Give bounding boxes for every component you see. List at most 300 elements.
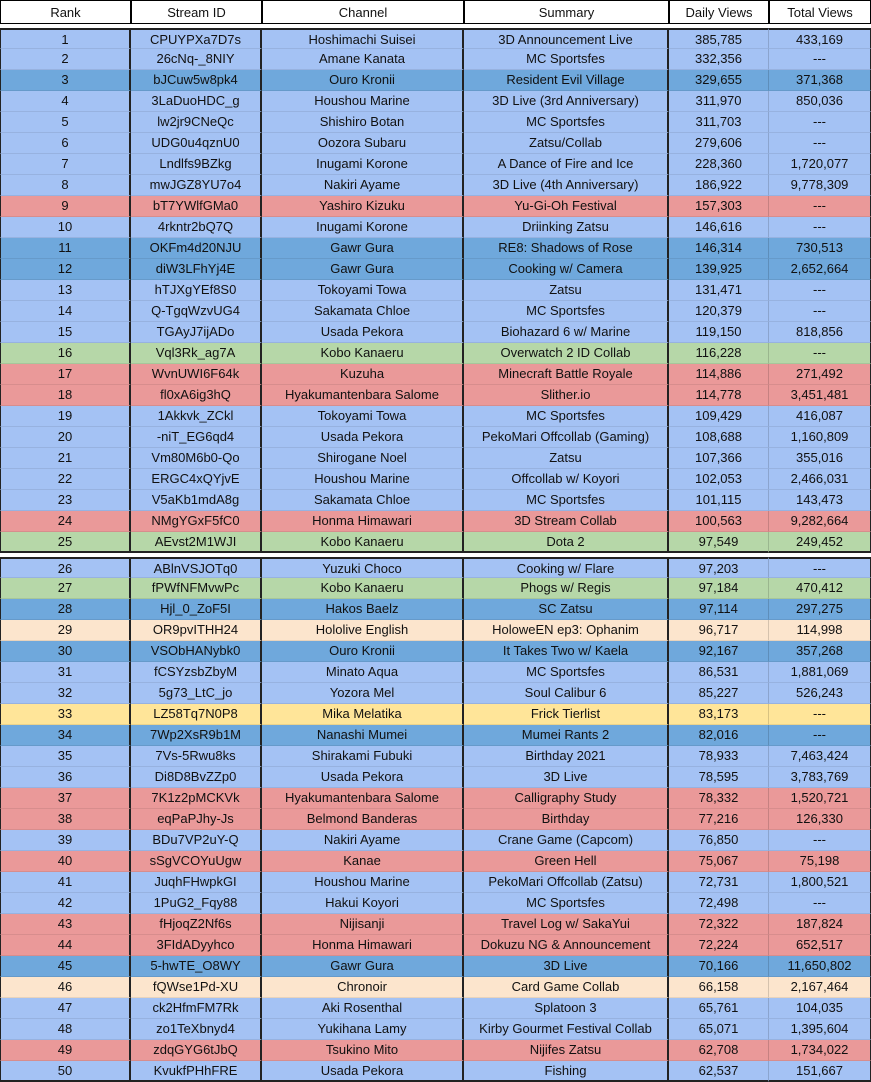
total-views-cell[interactable]: 104,035: [769, 998, 871, 1019]
rank-cell[interactable]: 27: [0, 578, 131, 599]
rank-cell[interactable]: 13: [0, 280, 131, 301]
stream-id-cell[interactable]: 1Akkvk_ZCkl: [131, 406, 262, 427]
daily-views-cell[interactable]: 100,563: [669, 511, 769, 532]
rank-cell[interactable]: 37: [0, 788, 131, 809]
summary-cell[interactable]: Green Hell: [464, 851, 669, 872]
stream-id-cell[interactable]: LZ58Tq7N0P8: [131, 704, 262, 725]
daily-views-cell[interactable]: 102,053: [669, 469, 769, 490]
rank-cell[interactable]: 2: [0, 49, 131, 70]
summary-cell[interactable]: Phogs w/ Regis: [464, 578, 669, 599]
stream-id-cell[interactable]: 7K1z2pMCKVk: [131, 788, 262, 809]
channel-cell[interactable]: Shirakami Fubuki: [262, 746, 464, 767]
summary-cell[interactable]: MC Sportsfes: [464, 490, 669, 511]
summary-cell[interactable]: MC Sportsfes: [464, 301, 669, 322]
daily-views-cell[interactable]: 62,537: [669, 1061, 769, 1082]
stream-id-cell[interactable]: OR9pvITHH24: [131, 620, 262, 641]
total-views-cell[interactable]: 271,492: [769, 364, 871, 385]
summary-cell[interactable]: RE8: Shadows of Rose: [464, 238, 669, 259]
header-rank[interactable]: Rank: [0, 0, 131, 24]
stream-id-cell[interactable]: WvnUWI6F64k: [131, 364, 262, 385]
stream-id-cell[interactable]: sSgVCOYuUgw: [131, 851, 262, 872]
summary-cell[interactable]: Yu-Gi-Oh Festival: [464, 196, 669, 217]
daily-views-cell[interactable]: 139,925: [669, 259, 769, 280]
total-views-cell[interactable]: 2,466,031: [769, 469, 871, 490]
total-views-cell[interactable]: 850,036: [769, 91, 871, 112]
rank-cell[interactable]: 21: [0, 448, 131, 469]
stream-id-cell[interactable]: bJCuw5w8pk4: [131, 70, 262, 91]
daily-views-cell[interactable]: 186,922: [669, 175, 769, 196]
summary-cell[interactable]: Travel Log w/ SakaYui: [464, 914, 669, 935]
stream-id-cell[interactable]: 1PuG2_Fqy88: [131, 893, 262, 914]
rank-cell[interactable]: 39: [0, 830, 131, 851]
summary-cell[interactable]: Biohazard 6 w/ Marine: [464, 322, 669, 343]
rank-cell[interactable]: 22: [0, 469, 131, 490]
stream-id-cell[interactable]: ERGC4xQYjvE: [131, 469, 262, 490]
total-views-cell[interactable]: 9,778,309: [769, 175, 871, 196]
daily-views-cell[interactable]: 157,303: [669, 196, 769, 217]
summary-cell[interactable]: Card Game Collab: [464, 977, 669, 998]
rank-cell[interactable]: 33: [0, 704, 131, 725]
daily-views-cell[interactable]: 116,228: [669, 343, 769, 364]
stream-id-cell[interactable]: 5g73_LtC_jo: [131, 683, 262, 704]
summary-cell[interactable]: 3D Announcement Live: [464, 28, 669, 49]
channel-cell[interactable]: Oozora Subaru: [262, 133, 464, 154]
rank-cell[interactable]: 24: [0, 511, 131, 532]
total-views-cell[interactable]: 1,720,077: [769, 154, 871, 175]
channel-cell[interactable]: Yozora Mel: [262, 683, 464, 704]
stream-id-cell[interactable]: fHjoqZ2Nf6s: [131, 914, 262, 935]
total-views-cell[interactable]: 11,650,802: [769, 956, 871, 977]
stream-id-cell[interactable]: V5aKb1mdA8g: [131, 490, 262, 511]
summary-cell[interactable]: MC Sportsfes: [464, 662, 669, 683]
channel-cell[interactable]: Gawr Gura: [262, 238, 464, 259]
rank-cell[interactable]: 1: [0, 28, 131, 49]
summary-cell[interactable]: PekoMari Offcollab (Zatsu): [464, 872, 669, 893]
summary-cell[interactable]: Birthday: [464, 809, 669, 830]
daily-views-cell[interactable]: 78,332: [669, 788, 769, 809]
daily-views-cell[interactable]: 311,970: [669, 91, 769, 112]
channel-cell[interactable]: Usada Pekora: [262, 427, 464, 448]
total-views-cell[interactable]: 416,087: [769, 406, 871, 427]
rank-cell[interactable]: 5: [0, 112, 131, 133]
total-views-cell[interactable]: 433,169: [769, 28, 871, 49]
channel-cell[interactable]: Nakiri Ayame: [262, 830, 464, 851]
stream-id-cell[interactable]: 3LaDuoHDC_g: [131, 91, 262, 112]
stream-id-cell[interactable]: zdqGYG6tJbQ: [131, 1040, 262, 1061]
summary-cell[interactable]: HoloweEN ep3: Ophanim: [464, 620, 669, 641]
total-views-cell[interactable]: ---: [769, 49, 871, 70]
rank-cell[interactable]: 12: [0, 259, 131, 280]
stream-id-cell[interactable]: 4rkntr2bQ7Q: [131, 217, 262, 238]
daily-views-cell[interactable]: 385,785: [669, 28, 769, 49]
total-views-cell[interactable]: 151,667: [769, 1061, 871, 1082]
rank-cell[interactable]: 6: [0, 133, 131, 154]
rank-cell[interactable]: 10: [0, 217, 131, 238]
daily-views-cell[interactable]: 76,850: [669, 830, 769, 851]
channel-cell[interactable]: Yashiro Kizuku: [262, 196, 464, 217]
total-views-cell[interactable]: 187,824: [769, 914, 871, 935]
summary-cell[interactable]: PekoMari Offcollab (Gaming): [464, 427, 669, 448]
stream-id-cell[interactable]: hTJXgYEf8S0: [131, 280, 262, 301]
channel-cell[interactable]: Sakamata Chloe: [262, 490, 464, 511]
channel-cell[interactable]: Shishiro Botan: [262, 112, 464, 133]
total-views-cell[interactable]: ---: [769, 343, 871, 364]
channel-cell[interactable]: Hololive English: [262, 620, 464, 641]
total-views-cell[interactable]: 3,451,481: [769, 385, 871, 406]
stream-id-cell[interactable]: Q-TgqWzvUG4: [131, 301, 262, 322]
stream-id-cell[interactable]: 5-hwTE_O8WY: [131, 956, 262, 977]
summary-cell[interactable]: Driinking Zatsu: [464, 217, 669, 238]
channel-cell[interactable]: Kobo Kanaeru: [262, 578, 464, 599]
stream-id-cell[interactable]: 7Wp2XsR9b1M: [131, 725, 262, 746]
daily-views-cell[interactable]: 65,761: [669, 998, 769, 1019]
channel-cell[interactable]: Kuzuha: [262, 364, 464, 385]
rank-cell[interactable]: 17: [0, 364, 131, 385]
rank-cell[interactable]: 34: [0, 725, 131, 746]
rank-cell[interactable]: 15: [0, 322, 131, 343]
summary-cell[interactable]: 3D Live (4th Anniversary): [464, 175, 669, 196]
rank-cell[interactable]: 48: [0, 1019, 131, 1040]
summary-cell[interactable]: Mumei Rants 2: [464, 725, 669, 746]
stream-id-cell[interactable]: 26cNq-_8NIY: [131, 49, 262, 70]
channel-cell[interactable]: Chronoir: [262, 977, 464, 998]
daily-views-cell[interactable]: 78,933: [669, 746, 769, 767]
daily-views-cell[interactable]: 332,356: [669, 49, 769, 70]
stream-id-cell[interactable]: fl0xA6ig3hQ: [131, 385, 262, 406]
stream-id-cell[interactable]: fCSYzsbZbyM: [131, 662, 262, 683]
total-views-cell[interactable]: 1,160,809: [769, 427, 871, 448]
channel-cell[interactable]: Ouro Kronii: [262, 641, 464, 662]
summary-cell[interactable]: Nijifes Zatsu: [464, 1040, 669, 1061]
summary-cell[interactable]: MC Sportsfes: [464, 112, 669, 133]
total-views-cell[interactable]: ---: [769, 557, 871, 578]
channel-cell[interactable]: Hyakumantenbara Salome: [262, 385, 464, 406]
summary-cell[interactable]: Frick Tierlist: [464, 704, 669, 725]
summary-cell[interactable]: Fishing: [464, 1061, 669, 1082]
channel-cell[interactable]: Tokoyami Towa: [262, 406, 464, 427]
daily-views-cell[interactable]: 97,549: [669, 532, 769, 553]
channel-cell[interactable]: Gawr Gura: [262, 956, 464, 977]
stream-id-cell[interactable]: zo1TeXbnyd4: [131, 1019, 262, 1040]
rank-cell[interactable]: 29: [0, 620, 131, 641]
summary-cell[interactable]: Zatsu: [464, 448, 669, 469]
stream-id-cell[interactable]: fQWse1Pd-XU: [131, 977, 262, 998]
daily-views-cell[interactable]: 75,067: [669, 851, 769, 872]
daily-views-cell[interactable]: 72,224: [669, 935, 769, 956]
rank-cell[interactable]: 50: [0, 1061, 131, 1082]
rank-cell[interactable]: 7: [0, 154, 131, 175]
rank-cell[interactable]: 45: [0, 956, 131, 977]
rank-cell[interactable]: 25: [0, 532, 131, 553]
daily-views-cell[interactable]: 146,616: [669, 217, 769, 238]
daily-views-cell[interactable]: 85,227: [669, 683, 769, 704]
stream-id-cell[interactable]: Lndlfs9BZkg: [131, 154, 262, 175]
summary-cell[interactable]: Zatsu/Collab: [464, 133, 669, 154]
daily-views-cell[interactable]: 96,717: [669, 620, 769, 641]
channel-cell[interactable]: Honma Himawari: [262, 511, 464, 532]
total-views-cell[interactable]: 7,463,424: [769, 746, 871, 767]
rank-cell[interactable]: 11: [0, 238, 131, 259]
daily-views-cell[interactable]: 82,016: [669, 725, 769, 746]
rank-cell[interactable]: 36: [0, 767, 131, 788]
summary-cell[interactable]: Zatsu: [464, 280, 669, 301]
stream-id-cell[interactable]: mwJGZ8YU7o4: [131, 175, 262, 196]
total-views-cell[interactable]: 730,513: [769, 238, 871, 259]
daily-views-cell[interactable]: 72,498: [669, 893, 769, 914]
daily-views-cell[interactable]: 86,531: [669, 662, 769, 683]
daily-views-cell[interactable]: 83,173: [669, 704, 769, 725]
channel-cell[interactable]: Houshou Marine: [262, 872, 464, 893]
channel-cell[interactable]: Shirogane Noel: [262, 448, 464, 469]
summary-cell[interactable]: MC Sportsfes: [464, 893, 669, 914]
daily-views-cell[interactable]: 108,688: [669, 427, 769, 448]
summary-cell[interactable]: Resident Evil Village: [464, 70, 669, 91]
channel-cell[interactable]: Ouro Kronii: [262, 70, 464, 91]
total-views-cell[interactable]: 355,016: [769, 448, 871, 469]
stream-id-cell[interactable]: KvukfPHhFRE: [131, 1061, 262, 1082]
summary-cell[interactable]: MC Sportsfes: [464, 406, 669, 427]
summary-cell[interactable]: MC Sportsfes: [464, 49, 669, 70]
total-views-cell[interactable]: 2,167,464: [769, 977, 871, 998]
rank-cell[interactable]: 14: [0, 301, 131, 322]
channel-cell[interactable]: Hakui Koyori: [262, 893, 464, 914]
daily-views-cell[interactable]: 77,216: [669, 809, 769, 830]
summary-cell[interactable]: Cooking w/ Camera: [464, 259, 669, 280]
summary-cell[interactable]: A Dance of Fire and Ice: [464, 154, 669, 175]
total-views-cell[interactable]: 818,856: [769, 322, 871, 343]
daily-views-cell[interactable]: 329,655: [669, 70, 769, 91]
stream-id-cell[interactable]: UDG0u4qznU0: [131, 133, 262, 154]
total-views-cell[interactable]: 297,275: [769, 599, 871, 620]
daily-views-cell[interactable]: 120,379: [669, 301, 769, 322]
rank-cell[interactable]: 9: [0, 196, 131, 217]
daily-views-cell[interactable]: 65,071: [669, 1019, 769, 1040]
total-views-cell[interactable]: ---: [769, 280, 871, 301]
daily-views-cell[interactable]: 97,203: [669, 557, 769, 578]
summary-cell[interactable]: Dota 2: [464, 532, 669, 553]
daily-views-cell[interactable]: 78,595: [669, 767, 769, 788]
rank-cell[interactable]: 41: [0, 872, 131, 893]
channel-cell[interactable]: Usada Pekora: [262, 767, 464, 788]
daily-views-cell[interactable]: 114,778: [669, 385, 769, 406]
stream-id-cell[interactable]: lw2jr9CNeQc: [131, 112, 262, 133]
total-views-cell[interactable]: 470,412: [769, 578, 871, 599]
daily-views-cell[interactable]: 311,703: [669, 112, 769, 133]
channel-cell[interactable]: Hakos Baelz: [262, 599, 464, 620]
rank-cell[interactable]: 32: [0, 683, 131, 704]
total-views-cell[interactable]: 652,517: [769, 935, 871, 956]
summary-cell[interactable]: Slither.io: [464, 385, 669, 406]
total-views-cell[interactable]: 1,734,022: [769, 1040, 871, 1061]
total-views-cell[interactable]: ---: [769, 196, 871, 217]
stream-id-cell[interactable]: JuqhFHwpkGI: [131, 872, 262, 893]
stream-id-cell[interactable]: TGAyJ7ijADo: [131, 322, 262, 343]
channel-cell[interactable]: Yuzuki Choco: [262, 557, 464, 578]
channel-cell[interactable]: Nanashi Mumei: [262, 725, 464, 746]
total-views-cell[interactable]: ---: [769, 893, 871, 914]
total-views-cell[interactable]: 1,800,521: [769, 872, 871, 893]
channel-cell[interactable]: Honma Himawari: [262, 935, 464, 956]
channel-cell[interactable]: Aki Rosenthal: [262, 998, 464, 1019]
total-views-cell[interactable]: ---: [769, 301, 871, 322]
summary-cell[interactable]: Splatoon 3: [464, 998, 669, 1019]
stream-id-cell[interactable]: Hjl_0_ZoF5I: [131, 599, 262, 620]
channel-cell[interactable]: Kobo Kanaeru: [262, 532, 464, 553]
stream-id-cell[interactable]: Vql3Rk_ag7A: [131, 343, 262, 364]
channel-cell[interactable]: Kobo Kanaeru: [262, 343, 464, 364]
total-views-cell[interactable]: 126,330: [769, 809, 871, 830]
channel-cell[interactable]: Nijisanji: [262, 914, 464, 935]
total-views-cell[interactable]: 3,783,769: [769, 767, 871, 788]
channel-cell[interactable]: Houshou Marine: [262, 469, 464, 490]
total-views-cell[interactable]: 9,282,664: [769, 511, 871, 532]
summary-cell[interactable]: Crane Game (Capcom): [464, 830, 669, 851]
channel-cell[interactable]: Usada Pekora: [262, 322, 464, 343]
total-views-cell[interactable]: 2,652,664: [769, 259, 871, 280]
daily-views-cell[interactable]: 97,114: [669, 599, 769, 620]
channel-cell[interactable]: Kanae: [262, 851, 464, 872]
summary-cell[interactable]: Minecraft Battle Royale: [464, 364, 669, 385]
daily-views-cell[interactable]: 146,314: [669, 238, 769, 259]
stream-id-cell[interactable]: 7Vs-5Rwu8ks: [131, 746, 262, 767]
rank-cell[interactable]: 35: [0, 746, 131, 767]
rank-cell[interactable]: 44: [0, 935, 131, 956]
summary-cell[interactable]: Overwatch 2 ID Collab: [464, 343, 669, 364]
daily-views-cell[interactable]: 101,115: [669, 490, 769, 511]
daily-views-cell[interactable]: 228,360: [669, 154, 769, 175]
summary-cell[interactable]: Soul Calibur 6: [464, 683, 669, 704]
daily-views-cell[interactable]: 62,708: [669, 1040, 769, 1061]
total-views-cell[interactable]: 357,268: [769, 641, 871, 662]
rank-cell[interactable]: 19: [0, 406, 131, 427]
daily-views-cell[interactable]: 109,429: [669, 406, 769, 427]
header-daily-views[interactable]: Daily Views: [669, 0, 769, 24]
stream-id-cell[interactable]: diW3LFhYj4E: [131, 259, 262, 280]
stream-id-cell[interactable]: CPUYPXa7D7s: [131, 28, 262, 49]
total-views-cell[interactable]: 371,368: [769, 70, 871, 91]
header-total-views[interactable]: Total Views: [769, 0, 871, 24]
rank-cell[interactable]: 26: [0, 557, 131, 578]
channel-cell[interactable]: Sakamata Chloe: [262, 301, 464, 322]
summary-cell[interactable]: Offcollab w/ Koyori: [464, 469, 669, 490]
total-views-cell[interactable]: 114,998: [769, 620, 871, 641]
rank-cell[interactable]: 8: [0, 175, 131, 196]
rank-cell[interactable]: 28: [0, 599, 131, 620]
rank-cell[interactable]: 30: [0, 641, 131, 662]
rank-cell[interactable]: 46: [0, 977, 131, 998]
channel-cell[interactable]: Yukihana Lamy: [262, 1019, 464, 1040]
daily-views-cell[interactable]: 107,366: [669, 448, 769, 469]
rank-cell[interactable]: 20: [0, 427, 131, 448]
stream-id-cell[interactable]: -niT_EG6qd4: [131, 427, 262, 448]
stream-id-cell[interactable]: BDu7VP2uY-Q: [131, 830, 262, 851]
total-views-cell[interactable]: ---: [769, 217, 871, 238]
stream-id-cell[interactable]: NMgYGxF5fC0: [131, 511, 262, 532]
daily-views-cell[interactable]: 70,166: [669, 956, 769, 977]
summary-cell[interactable]: SC Zatsu: [464, 599, 669, 620]
header-channel[interactable]: Channel: [262, 0, 464, 24]
summary-cell[interactable]: 3D Live (3rd Anniversary): [464, 91, 669, 112]
header-stream-id[interactable]: Stream ID: [131, 0, 262, 24]
summary-cell[interactable]: 3D Stream Collab: [464, 511, 669, 532]
channel-cell[interactable]: Hoshimachi Suisei: [262, 28, 464, 49]
channel-cell[interactable]: Belmond Banderas: [262, 809, 464, 830]
summary-cell[interactable]: It Takes Two w/ Kaela: [464, 641, 669, 662]
channel-cell[interactable]: Inugami Korone: [262, 154, 464, 175]
stream-id-cell[interactable]: ck2HfmFM7Rk: [131, 998, 262, 1019]
stream-id-cell[interactable]: VSObHANybk0: [131, 641, 262, 662]
channel-cell[interactable]: Houshou Marine: [262, 91, 464, 112]
rank-cell[interactable]: 31: [0, 662, 131, 683]
rank-cell[interactable]: 18: [0, 385, 131, 406]
summary-cell[interactable]: Calligraphy Study: [464, 788, 669, 809]
rank-cell[interactable]: 43: [0, 914, 131, 935]
channel-cell[interactable]: Inugami Korone: [262, 217, 464, 238]
stream-id-cell[interactable]: Vm80M6b0-Qo: [131, 448, 262, 469]
stream-id-cell[interactable]: eqPaPJhy-Js: [131, 809, 262, 830]
total-views-cell[interactable]: 1,881,069: [769, 662, 871, 683]
channel-cell[interactable]: Nakiri Ayame: [262, 175, 464, 196]
stream-id-cell[interactable]: AEvst2M1WJI: [131, 532, 262, 553]
daily-views-cell[interactable]: 279,606: [669, 133, 769, 154]
stream-id-cell[interactable]: bT7YWlfGMa0: [131, 196, 262, 217]
rank-cell[interactable]: 4: [0, 91, 131, 112]
channel-cell[interactable]: Minato Aqua: [262, 662, 464, 683]
total-views-cell[interactable]: ---: [769, 112, 871, 133]
daily-views-cell[interactable]: 72,731: [669, 872, 769, 893]
total-views-cell[interactable]: 143,473: [769, 490, 871, 511]
header-summary[interactable]: Summary: [464, 0, 669, 24]
total-views-cell[interactable]: ---: [769, 725, 871, 746]
total-views-cell[interactable]: 75,198: [769, 851, 871, 872]
total-views-cell[interactable]: ---: [769, 133, 871, 154]
daily-views-cell[interactable]: 119,150: [669, 322, 769, 343]
total-views-cell[interactable]: 1,520,721: [769, 788, 871, 809]
channel-cell[interactable]: Tsukino Mito: [262, 1040, 464, 1061]
stream-id-cell[interactable]: OKFm4d20NJU: [131, 238, 262, 259]
summary-cell[interactable]: Cooking w/ Flare: [464, 557, 669, 578]
daily-views-cell[interactable]: 66,158: [669, 977, 769, 998]
summary-cell[interactable]: Birthday 2021: [464, 746, 669, 767]
rank-cell[interactable]: 23: [0, 490, 131, 511]
daily-views-cell[interactable]: 131,471: [669, 280, 769, 301]
total-views-cell[interactable]: 1,395,604: [769, 1019, 871, 1040]
summary-cell[interactable]: 3D Live: [464, 956, 669, 977]
channel-cell[interactable]: Gawr Gura: [262, 259, 464, 280]
channel-cell[interactable]: Amane Kanata: [262, 49, 464, 70]
total-views-cell[interactable]: ---: [769, 830, 871, 851]
total-views-cell[interactable]: 249,452: [769, 532, 871, 553]
stream-id-cell[interactable]: 3FIdADyyhco: [131, 935, 262, 956]
total-views-cell[interactable]: ---: [769, 704, 871, 725]
stream-id-cell[interactable]: Di8D8BvZZp0: [131, 767, 262, 788]
rank-cell[interactable]: 49: [0, 1040, 131, 1061]
channel-cell[interactable]: Mika Melatika: [262, 704, 464, 725]
summary-cell[interactable]: 3D Live: [464, 767, 669, 788]
rank-cell[interactable]: 16: [0, 343, 131, 364]
rank-cell[interactable]: 38: [0, 809, 131, 830]
channel-cell[interactable]: Hyakumantenbara Salome: [262, 788, 464, 809]
total-views-cell[interactable]: 526,243: [769, 683, 871, 704]
daily-views-cell[interactable]: 114,886: [669, 364, 769, 385]
summary-cell[interactable]: Dokuzu NG & Announcement: [464, 935, 669, 956]
stream-id-cell[interactable]: ABlnVSJOTq0: [131, 557, 262, 578]
rank-cell[interactable]: 42: [0, 893, 131, 914]
rank-cell[interactable]: 40: [0, 851, 131, 872]
stream-id-cell[interactable]: fPWfNFMvwPc: [131, 578, 262, 599]
daily-views-cell[interactable]: 97,184: [669, 578, 769, 599]
daily-views-cell[interactable]: 72,322: [669, 914, 769, 935]
